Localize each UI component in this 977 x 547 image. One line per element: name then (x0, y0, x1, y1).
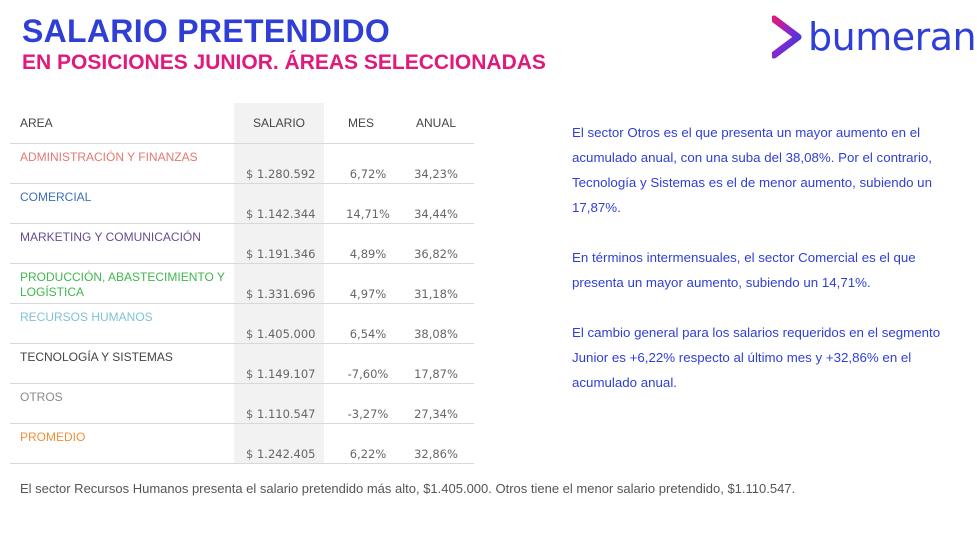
table-row (10, 304, 474, 344)
cell-anual: 34,44% (398, 184, 474, 224)
page-subtitle: EN POSICIONES JUNIOR. ÁREAS SELECCIONADAS (22, 51, 546, 74)
cell-area: PRODUCCIÓN, ABASTECIMIENTO Y LOGÍSTICA (10, 264, 234, 304)
summary-text (572, 120, 942, 420)
cell-anual: 31,18% (398, 264, 474, 304)
table-row (10, 264, 474, 304)
cell-mes: 6,72% (324, 144, 398, 184)
header-anual: ANUAL (398, 103, 474, 144)
cell-salario: $ 1.110.547 (234, 384, 324, 424)
salary-table (10, 103, 474, 464)
summary-paragraph-2: En términos intermensuales, el sector Comercial es el que presenta un mayor aumento, subiendo un 14,71%. (572, 250, 916, 290)
cell-anual: 34,23% (398, 144, 474, 184)
table-row (10, 424, 474, 464)
footer-note: El sector Recursos Humanos presenta el salario pretendido más alto, $1.405.000. Otros tiene el menor salario pretendido, $1.110.547. (20, 481, 796, 496)
cell-area: COMERCIAL (10, 184, 234, 224)
cell-mes: 6,54% (324, 304, 398, 344)
cell-salario: $ 1.280.592 (234, 144, 324, 184)
cell-mes: 4,97% (324, 264, 398, 304)
bumeran-chevron-icon (772, 15, 802, 59)
cell-mes: -3,27% (324, 384, 398, 424)
cell-mes: -7,60% (324, 344, 398, 384)
bumeran-logo (772, 14, 976, 60)
table-header-row (10, 103, 474, 144)
cell-salario: $ 1.405.000 (234, 304, 324, 344)
cell-mes: 6,22% (324, 424, 398, 464)
cell-salario: $ 1.149.107 (234, 344, 324, 384)
cell-area: ADMINISTRACIÓN Y FINANZAS (10, 144, 234, 184)
cell-area: OTROS (10, 384, 234, 424)
header-mes: MES (324, 103, 398, 144)
cell-salario: $ 1.142.344 (234, 184, 324, 224)
cell-anual: 38,08% (398, 304, 474, 344)
table-row (10, 384, 474, 424)
cell-area: PROMEDIO (10, 424, 234, 464)
table-row (10, 144, 474, 184)
summary-paragraph-1: El sector Otros es el que presenta un mayor aumento en el acumulado anual, con una suba del 38,08%. Por el contrario, Tecnología y Sistemas es el de menor aumento, subiendo un 17,87%. (572, 125, 932, 215)
cell-mes: 4,89% (324, 224, 398, 264)
header-area: AREA (10, 103, 234, 144)
summary-paragraph-3: El cambio general para los salarios requeridos en el segmento Junior es +6,22% respecto al último mes y +32,86% en el acumulado anual. (572, 325, 941, 390)
header-salario: SALARIO (234, 103, 324, 144)
cell-salario: $ 1.191.346 (234, 224, 324, 264)
page-title: SALARIO PRETENDIDO (22, 13, 391, 49)
table-row (10, 344, 474, 384)
cell-anual: 27,34% (398, 384, 474, 424)
logo-text: bumeran (808, 15, 977, 59)
cell-anual: 36,82% (398, 224, 474, 264)
cell-area: RECURSOS HUMANOS (10, 304, 234, 344)
table-row (10, 224, 474, 264)
cell-anual: 17,87% (398, 344, 474, 384)
cell-area: TECNOLOGÍA Y SISTEMAS (10, 344, 234, 384)
table-row (10, 184, 474, 224)
cell-salario: $ 1.331.696 (234, 264, 324, 304)
cell-area: MARKETING Y COMUNICACIÓN (10, 224, 234, 264)
cell-mes: 14,71% (324, 184, 398, 224)
cell-anual: 32,86% (398, 424, 474, 464)
cell-salario: $ 1.242.405 (234, 424, 324, 464)
